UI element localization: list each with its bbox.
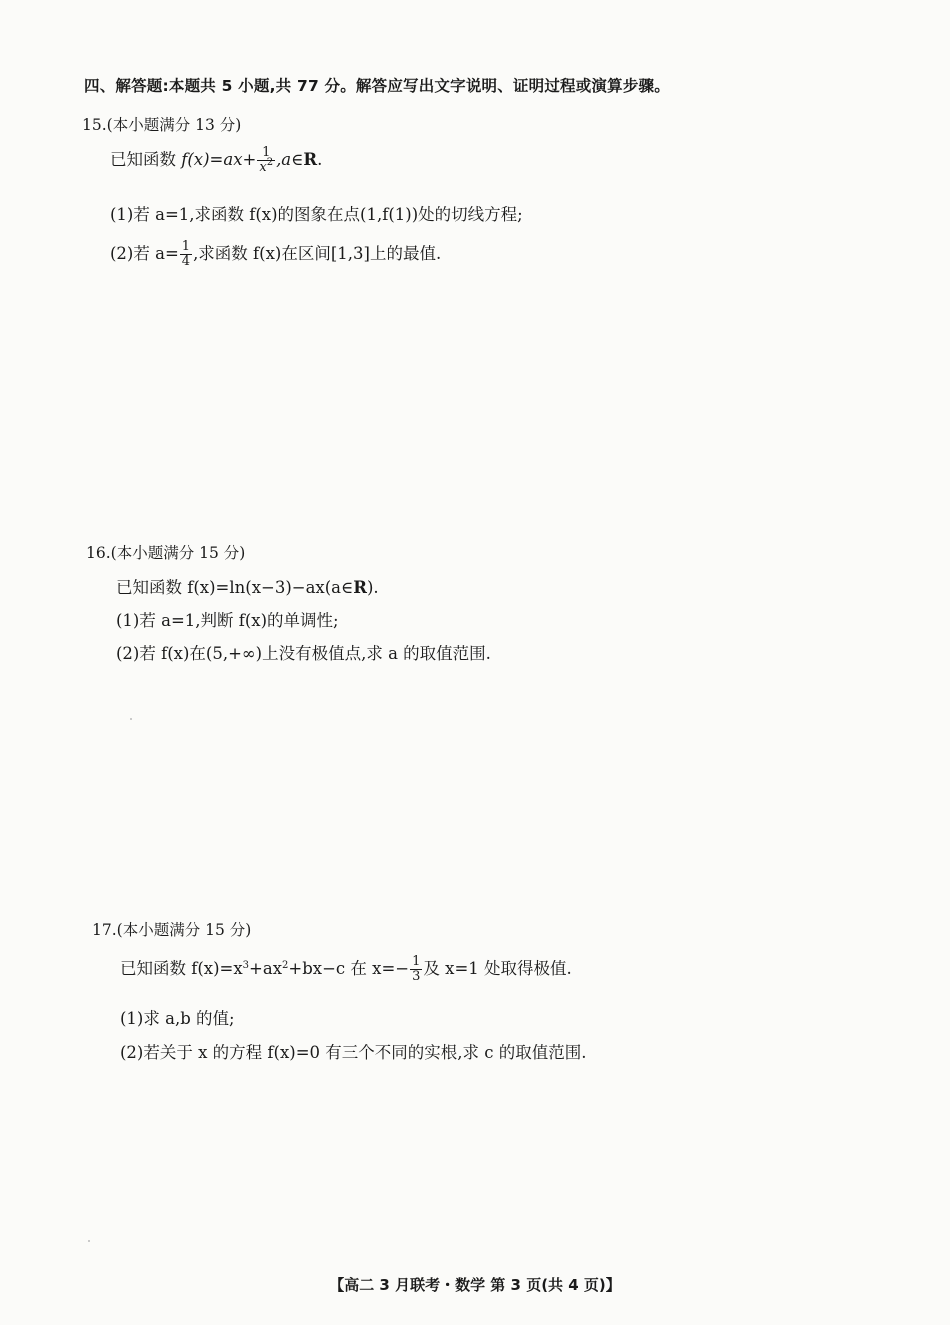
q15-frac-denominator-exp: 2 (266, 157, 274, 168)
question-17-stem (120, 955, 572, 984)
page-footer: 【高二 3 月联考・数学 第 3 页(共 4 页)】 (329, 1276, 621, 1294)
q17-stem-mid-1: +ax (249, 959, 283, 978)
question-17-title: 17.(本小题满分 15 分) (92, 921, 252, 939)
q15-stem-function: f(x)=ax+ (181, 150, 257, 169)
q15-part2-frac-denominator: 4 (181, 254, 191, 269)
q15-frac-denominator: x (259, 160, 267, 175)
q17-stem-exp-2: 2 (282, 960, 289, 971)
question-17-part-1: (1)求 a,b 的值; (120, 1009, 235, 1028)
q15-stem-param: ,a∈ (276, 150, 304, 169)
q15-stem-prefix: 已知函数 (110, 150, 182, 169)
question-15-stem (110, 146, 322, 175)
q17-stem-suffix: 及 x=1 处取得极值. (423, 959, 572, 978)
question-15-title: 15.(本小题满分 13 分) (82, 116, 242, 134)
question-15-part-2 (110, 240, 441, 269)
scan-speck (88, 1240, 90, 1242)
question-15-part-1: (1)若 a=1,求函数 f(x)的图象在点(1,f(1))处的切线方程; (110, 205, 523, 224)
q17-stem-exp-3: 3 (242, 960, 250, 971)
q15-part2-suffix: ,求函数 f(x)在区间[1,3]上的最值. (193, 244, 442, 263)
q15-stem-fraction (257, 146, 275, 174)
q15-part2-frac-numerator: 1 (181, 239, 191, 255)
q15-stem-reals: R (303, 150, 318, 169)
q16-stem-reals: R (353, 578, 367, 597)
q15-part2-prefix: (2)若 a= (110, 244, 179, 263)
question-16-stem (116, 574, 379, 598)
q16-stem-prefix: 已知函数 f(x)=ln(x−3)−ax(a∈ (116, 578, 354, 597)
q17-stem-mid-2: +bx−c 在 x=− (288, 959, 410, 978)
q16-stem-end: ). (366, 578, 379, 597)
section-heading: 四、解答题:本题共 5 小题,共 77 分。解答应写出文字说明、证明过程或演算步骤。 (84, 77, 670, 95)
q17-frac-denominator: 3 (412, 969, 421, 984)
q17-stem-prefix: 已知函数 f(x)=x (120, 959, 243, 978)
q15-part2-fraction (180, 240, 192, 268)
question-16-title: 16.(本小题满分 15 分) (86, 544, 246, 562)
q17-stem-fraction (410, 955, 422, 983)
q15-stem-end: . (317, 150, 323, 169)
q17-frac-numerator: 1 (412, 954, 421, 970)
question-16-part-1: (1)若 a=1,判断 f(x)的单调性; (116, 611, 339, 630)
q15-frac-numerator: 1 (257, 146, 275, 161)
question-16-part-2: (2)若 f(x)在(5,+∞)上没有极值点,求 a 的取值范围. (116, 644, 491, 663)
scan-speck (130, 718, 132, 720)
question-17-part-2: (2)若关于 x 的方程 f(x)=0 有三个不同的实根,求 c 的取值范围. (120, 1043, 587, 1062)
